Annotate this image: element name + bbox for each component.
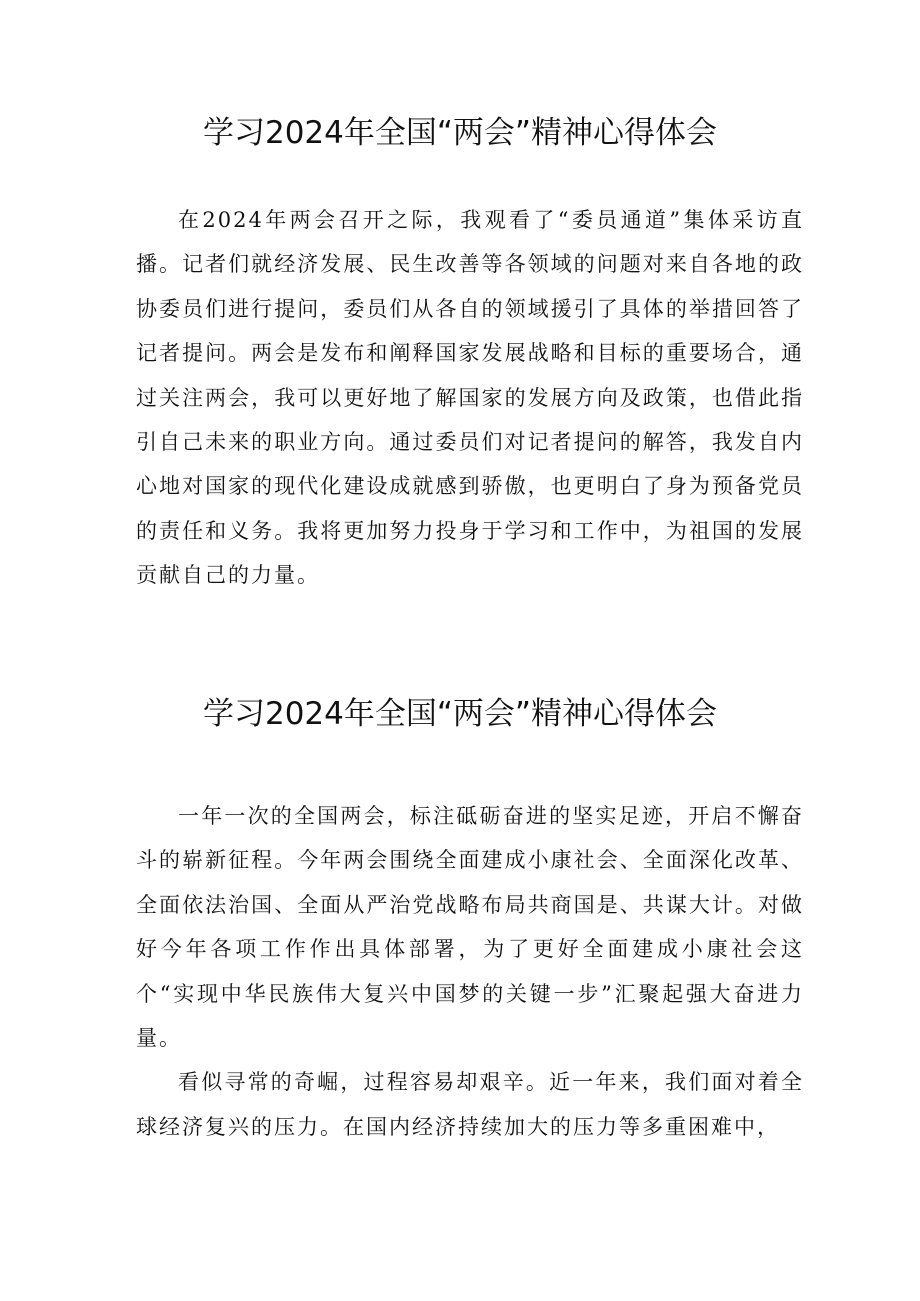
section-1-body (136, 198, 804, 598)
section-2-paragraph-1: 一年一次的全国两会，标注砥砺奋进的坚实足迹，开启不懈奋斗的崭新征程。今年两会围绕全面建成小康社会、全面深化改革、全面依法治国、全面从严治党战略布局共商国是、共谋大计。对做好今年各项工作作出具体部署，为了更好全面建成小康社会这个“实现中华民族伟大复兴中国梦的关键一步”汇聚起强大奋进力量。 (136, 804, 804, 1051)
section-2-title: 学习2024年全国“两会”精神心得体会 (202, 696, 717, 732)
section-1-paragraph-1: 在2024年两会召开之际，我观看了“委员通道”集体采访直播。记者们就经济发展、民生改善等各领域的问题对来自各地的政协委员们进行提问，委员们从各自的领域援引了具体的举措回答了记者提问。两会是发布和阐释国家发展战略和目标的重要场合，通过关注两会，我可以更好地了解国家的发展方向及政策，也借此指引自己未来的职业方向。通过委员们对记者提问的解答，我发自内心地对国家的现代化建设成就感到骄傲，也更明白了身为预备党员的责任和义务。我将更加努力投身于学习和工作中，为祖国的发展贡献自己的力量。 (136, 208, 804, 588)
section-2-paragraph-2: 看似寻常的奇崛，过程容易却艰辛。近一年来，我们面对着全球经济复兴的压力。在国内经济持续加大的压力等多重困难中， (136, 1070, 804, 1139)
section-1-title: 学习2024年全国“两会”精神心得体会 (202, 115, 717, 151)
section-2-body (136, 794, 804, 1149)
